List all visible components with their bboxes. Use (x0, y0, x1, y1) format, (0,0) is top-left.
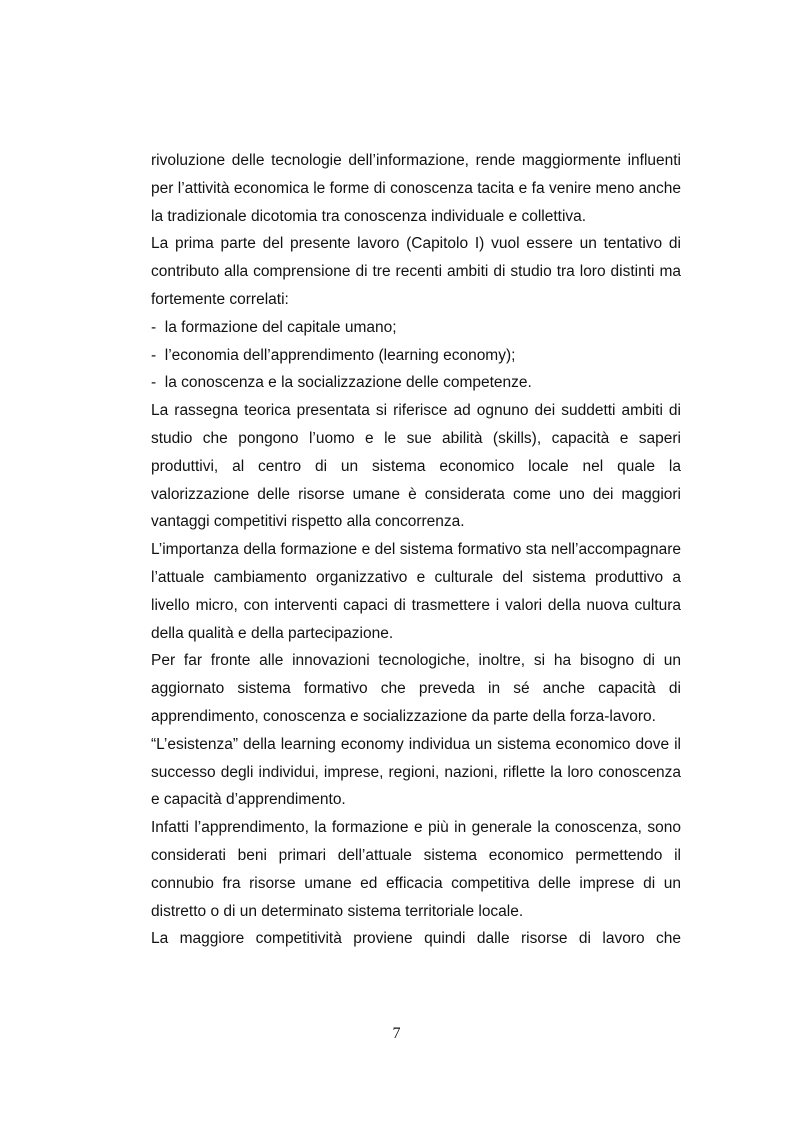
page-number: 7 (392, 1025, 401, 1042)
paragraph-4: L’importanza della formazione e del sistema formativo sta nell’accompagnare l’attuale cambiamento organizzativo e culturale del sistema produttivo a livello micro, con interventi capaci di trasmettere i valori della nuova cultura della qualità e della partecipazione. (151, 541, 681, 642)
paragraph-1: rivoluzione delle tecnologie dell’informazione, rende maggiormente influenti per l’attività economica le forme di conoscenza tacita e fa venire meno anche la tradizionale dicotomia tra conoscenza individuale e collettiva. (151, 152, 681, 225)
paragraph-7: Infatti l’apprendimento, la formazione e più in generale la conoscenza, sono considerati beni primari dell’attuale sistema economico permettendo il connubio fra risorse umane ed efficacia competitiva delle imprese di un distretto o di un determinato sistema territoriale locale. (151, 819, 681, 920)
paragraph-6: “L’esistenza” della learning economy individua un sistema economico dove il successo degli individui, imprese, regioni, nazioni, riflette la loro conoscenza e capacità d’apprendimento. (151, 735, 681, 809)
list-item-2: - l’economia dell’apprendimento (learning economy); (151, 346, 516, 364)
list-item-1: - la formazione del capitale umano; (151, 318, 397, 336)
paragraph-2: La prima parte del presente lavoro (Capitolo I) vuol essere un tentativo di contributo alla comprensione di tre recenti ambiti di studio tra loro distinti ma fortemente correlati: (151, 235, 681, 308)
paragraph-3: La rassegna teorica presentata si riferisce ad ognuno dei suddetti ambiti di studio che pongono l’uomo e le sue abilità (skills), capacità e saperi produttivi, al centro di un sistema economico locale nel quale la valorizzazione delle risorse umane è considerata come uno dei maggiori vantaggi competitivi rispetto alla concorrenza. (151, 402, 681, 531)
paragraph-8: La maggiore competitività proviene quindi dalle risorse di lavoro che (151, 930, 681, 948)
paragraph-5: Per far fronte alle innovazioni tecnologiche, inoltre, si ha bisogno di un aggiornato sistema formativo che preveda in sé anche capacità di apprendimento, conoscenza e socializzazione da parte della forza-lavoro. (151, 652, 681, 725)
body-text (151, 147, 681, 953)
list-item-3: - la conoscenza e la socializzazione delle competenze. (151, 374, 532, 392)
